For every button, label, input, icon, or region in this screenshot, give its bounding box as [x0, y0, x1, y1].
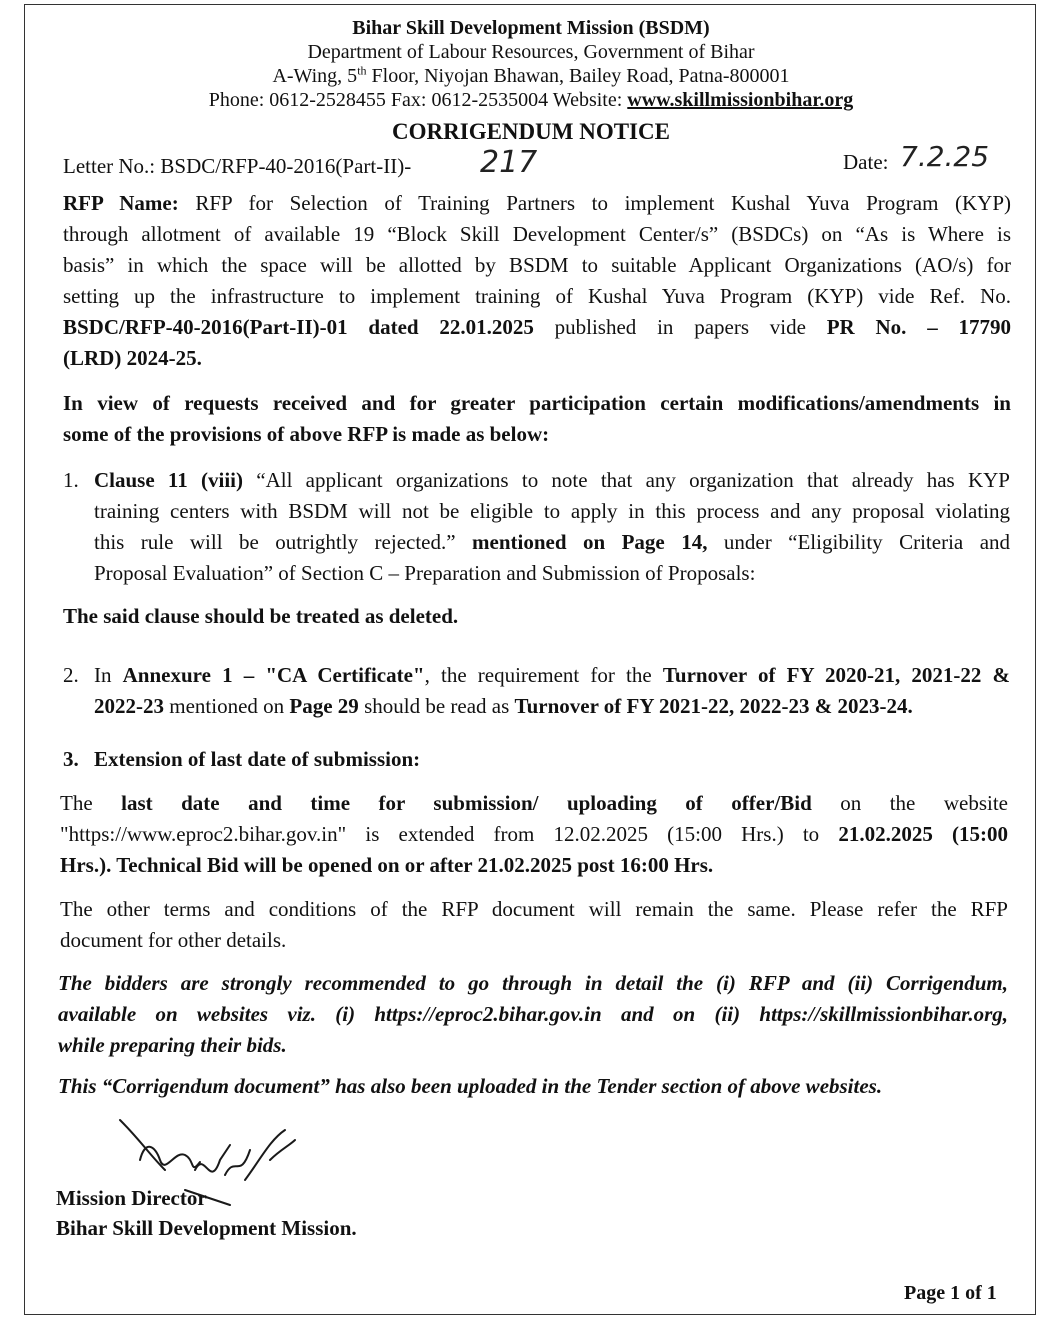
letter-number: Letter No.: BSDC/RFP-40-2016(Part-II)- [63, 154, 412, 178]
recommendation-paragraph: The bidders are strongly recommended to go through in detail the (i) RFP and (ii) Corrigendum, available on websites viz. (i) https://eproc2.bihar.gov.in and on (ii) https://skillmissionbihar.org, while preparing their bids. [58, 971, 1008, 1057]
department: Department of Labour Resources, Government of Bihar [307, 41, 755, 63]
page-number: Page 1 of 1 [904, 1282, 997, 1304]
item3-heading: Extension of last date of submission: [94, 747, 421, 771]
handwritten-date: 7.2.25 [900, 140, 990, 173]
item2-paragraph: In Annexure 1 – "CA Certificate", the requirement for the Turnover of FY 2020-21, 2021-22 & 2022-23 mentioned on Page 29 should be read as Turnover of FY 2021-22, 2022-23 & 2023-24. [94, 663, 1010, 718]
item1-number: 1. [63, 468, 79, 492]
website-link[interactable]: www.skillmissionbihar.org [627, 89, 854, 111]
address: A-Wing, 5th Floor, Niyojan Bhawan, Bailey Road, Patna-800001 [272, 63, 790, 87]
upload-note: This “Corrigendum document” has also been uploaded in the Tender section of above websites. [58, 1074, 883, 1098]
item1-note: The said clause should be treated as deleted. [63, 604, 459, 628]
terms-paragraph: The other terms and conditions of the RFP document will remain the same. Please refer the RFP document for other details. [60, 897, 1008, 952]
rfp-paragraph: RFP Name: RFP for Selection of Training Partners to implement Kushal Yuva Program (KYP) through allotment of available 19 “Block Skill Development Center/s” (BSDCs) on “As is Where is basis” in which the space will be allotted by BSDM to suitable Applicant Organizations (AO/s) for setting up the infrastructure to implement training of Kushal Yuva Program (KYP) vide Ref. No. BSDC/RFP-40-2016(Part-II)-01 dated 22.01.2025 published in papers vide PR No. – 17790 (LRD) 2024-25. [63, 191, 1012, 370]
date-label: Date: [843, 150, 889, 174]
item1-paragraph: Clause 11 (viii) “All applicant organizations to note that any organization that already has KYP training centers with BSDM will not be eligible to apply in this process and any proposal violating this rule will be outrightly rejected.” mentioned on Page 14, under “Eligibility Criteria and Proposal Evaluation” of Section C – Preparation and Submission of Proposals: [94, 468, 1011, 585]
handwritten-letter-number: 217 [480, 145, 538, 180]
org-name: Bihar Skill Development Mission (BSDM) [352, 17, 710, 39]
signatory-org: Bihar Skill Development Mission. [56, 1216, 357, 1240]
contact-line: Phone: 0612-2528455 Fax: 0612-2535004 Website: www.skillmissionbihar.org [208, 89, 854, 111]
item3-number: 3. [63, 747, 79, 771]
item2-number: 2. [63, 663, 79, 687]
intro-paragraph: In view of requests received and for greater participation certain modifications/amendments in some of the provisions of above RFP is made as below: [63, 391, 1011, 446]
notice-title: CORRIGENDUM NOTICE [392, 119, 670, 144]
extension-paragraph: The last date and time for submission/ uploading of offer/Bid on the website "https://www.eproc2.bihar.gov.in" is extended from 12.02.2025 (15:00 Hrs.) to 21.02.2025 (15:00 Hrs.). Technical Bid will be opened on or after 21.02.2025 post 16:00 Hrs. [60, 791, 1008, 877]
signatory-title: Mission Director [56, 1186, 207, 1210]
